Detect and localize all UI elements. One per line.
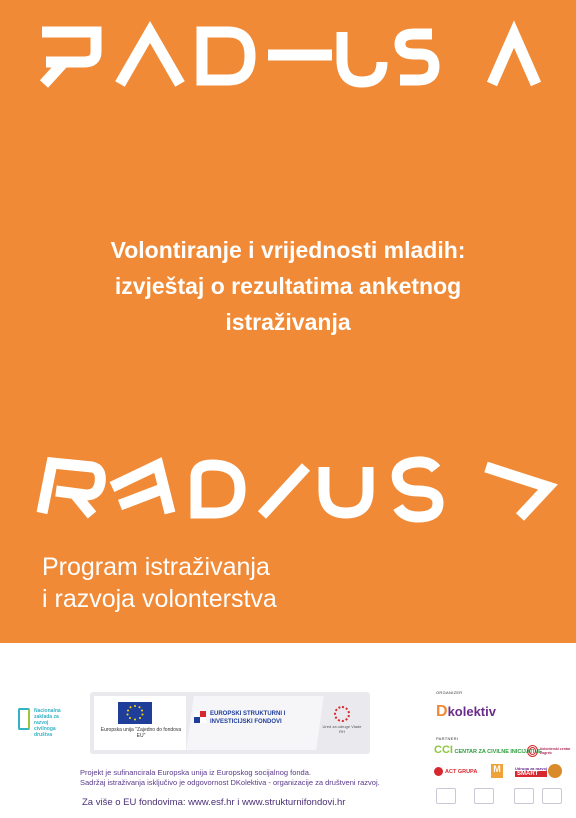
disclaimer-line-2: Sadržaj istraživanja isključivo je odgovornost DKolektiva - organizacije za društveni razvoj. [80, 778, 380, 787]
ncvc-logo [18, 708, 68, 738]
organizer-label: ORGANIZER [436, 690, 463, 695]
partner-circle-logo [548, 764, 562, 778]
vcz-name: Volonterski centar Zagreb [540, 747, 571, 755]
gov-caption: Ured za udruge Vlade RH [322, 724, 362, 734]
logo-letter-7 [486, 467, 548, 517]
ncvc-bracket-icon [18, 708, 30, 730]
gov-office-logo [322, 704, 362, 748]
radius-logo-bottom [0, 445, 576, 525]
eu-flag-icon [118, 702, 152, 724]
partners-label: PARTNERI [436, 736, 459, 741]
eu-caption: Europska unija "Zajedno do fondova EU" [100, 727, 182, 739]
dkolektiv-mark: D [436, 703, 448, 720]
subtitle-line-2: i razvoja volonterstva [42, 585, 277, 613]
esif-title: EUROPSKI STRUKTURNI I INVESTICIJSKI FONDOVI [210, 711, 286, 725]
partner-small-logo-1 [436, 788, 456, 804]
logo-letter-s [397, 462, 438, 517]
more-info-text: Za više o EU fondovima: www.esf.hr i www.strukturnifondovi.hr [82, 797, 346, 808]
report-title [40, 232, 536, 340]
logo-letter-a [112, 465, 170, 513]
vcz-ring-icon [527, 745, 538, 757]
eu-panel [94, 696, 186, 750]
dkolektiv-wordmark: kolektiv [447, 704, 496, 719]
eu-funding-banner [90, 692, 370, 754]
dkolektiv-logo [436, 703, 496, 721]
partner-small-logo-3 [514, 788, 534, 804]
logo-letter-d [196, 465, 240, 513]
partner-vcz-logo [527, 745, 576, 757]
act-dot-icon [434, 767, 443, 776]
logo-letter-r [42, 463, 100, 515]
smart-top: Udruga za razvoj [515, 766, 548, 771]
croatian-checkerboard-icon [194, 711, 206, 723]
disclaimer-line-1: Projekt je sufinancirala Europska unija iz Europskog socijalnog fonda. [80, 768, 311, 777]
logo-letter-s [400, 34, 434, 80]
partner-cci-logo [434, 744, 542, 756]
logo-slash [262, 467, 306, 515]
cci-name: CENTAR ZA CIVILNE INICIJATIVE [454, 749, 542, 755]
program-subtitle [42, 551, 462, 615]
partner-act-logo [434, 767, 477, 776]
logo-letter-r [42, 32, 96, 84]
logo-letter-u [342, 32, 382, 82]
funding-disclaimer [80, 768, 410, 788]
logo-letter-d [202, 32, 250, 80]
logo-letter-a [120, 32, 180, 84]
subtitle-line-1: Program istraživanja [42, 553, 270, 581]
gov-emblem-icon [334, 706, 350, 722]
title-line-1: Volontiranje i vrijednosti mladih: [110, 237, 466, 263]
partner-smart-logo [515, 766, 547, 777]
cci-mark: CCI [434, 744, 453, 756]
logo-letter-7 [492, 34, 536, 84]
smart-name: SMART [515, 771, 547, 777]
title-line-3: istraživanja [225, 309, 351, 335]
act-name: ACT GRUPA [445, 768, 478, 775]
logo-letter-u [324, 467, 368, 513]
radius-logo-top [0, 10, 576, 90]
partner-m-logo: M [491, 764, 503, 778]
partner-small-logo-4 [542, 788, 562, 804]
ncvc-name: Nacionalna zaklada za razvoj civilnoga društva [34, 708, 61, 738]
partner-small-logo-2 [474, 788, 494, 804]
title-line-2: izvještaj o rezultatima anketnog [114, 273, 462, 299]
